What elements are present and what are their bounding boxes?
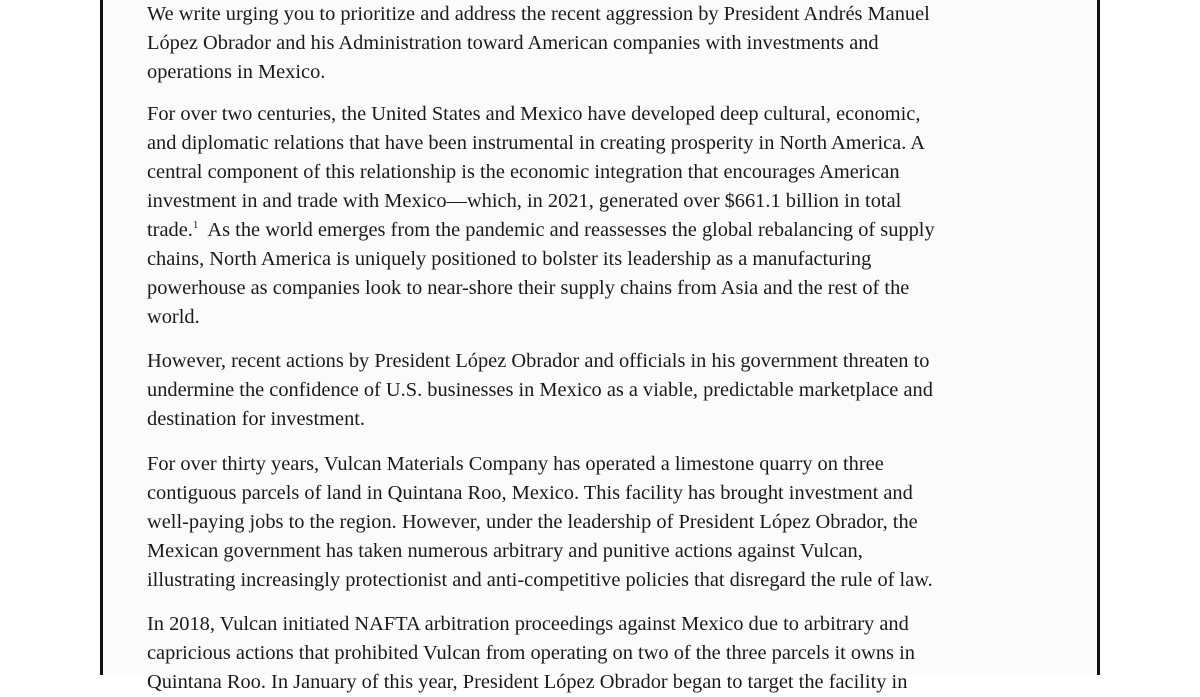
text-line: Quintana Roo. In January of this year, President López Obrador began to target the facility in (147, 671, 908, 693)
text-line: For over two centuries, the United States and Mexico have developed deep cultural, economic, (147, 103, 921, 125)
paragraph-4 (147, 450, 933, 595)
text-line: Mexican government has taken numerous arbitrary and punitive actions against Vulcan, (147, 540, 863, 562)
text-line: López Obrador and his Administration toward American companies with investments and (147, 32, 879, 54)
text-line: contiguous parcels of land in Quintana Roo, Mexico. This facility has brought investment and (147, 482, 913, 504)
text-line: central component of this relationship is the economic integration that encourages American (147, 161, 900, 183)
text-line: well-paying jobs to the region. However, under the leadership of President López Obrador, the (147, 511, 918, 533)
text-fragment: As the world emerges from the pandemic and reassesses the global rebalancing of supply (198, 219, 935, 241)
text-line: investment in and trade with Mexico—which, in 2021, generated over $661.1 billion in total (147, 190, 902, 212)
text-line: destination for investment. (147, 408, 366, 430)
paragraph-3 (147, 347, 933, 434)
text-line: operations in Mexico. (147, 61, 326, 83)
text-line: world. (147, 306, 200, 328)
text-line: For over thirty years, Vulcan Materials Company has operated a limestone quarry on three (147, 453, 884, 475)
text-line: powerhouse as companies look to near-shore their supply chains from Asia and the rest of the (147, 277, 910, 299)
text-line: However, recent actions by President López Obrador and officials in his government threaten to (147, 350, 930, 372)
footnote-marker: 1 (192, 219, 199, 232)
page-border-right (1097, 0, 1100, 675)
text-line: illustrating increasingly protectionist and anti-competitive policies that disregard the rule of law. (147, 569, 933, 591)
paragraph-5 (147, 610, 915, 697)
text-line: capricious actions that prohibited Vulcan from operating on two of the three parcels it owns in (147, 642, 915, 664)
text-fragment: trade. (147, 219, 193, 241)
paragraph-1 (147, 0, 930, 87)
paragraph-2 (147, 100, 935, 332)
text-line: We write urging you to prioritize and address the recent aggression by President Andrés Manuel (147, 3, 930, 25)
text-line: In 2018, Vulcan initiated NAFTA arbitration proceedings against Mexico due to arbitrary and (147, 613, 909, 635)
text-line-with-footnote (147, 216, 935, 245)
text-line: chains, North America is uniquely positioned to bolster its leadership as a manufacturing (147, 248, 872, 270)
text-line: undermine the confidence of U.S. businesses in Mexico as a viable, predictable marketplace and (147, 379, 933, 401)
text-line: and diplomatic relations that have been instrumental in creating prosperity in North America. A (147, 132, 926, 154)
